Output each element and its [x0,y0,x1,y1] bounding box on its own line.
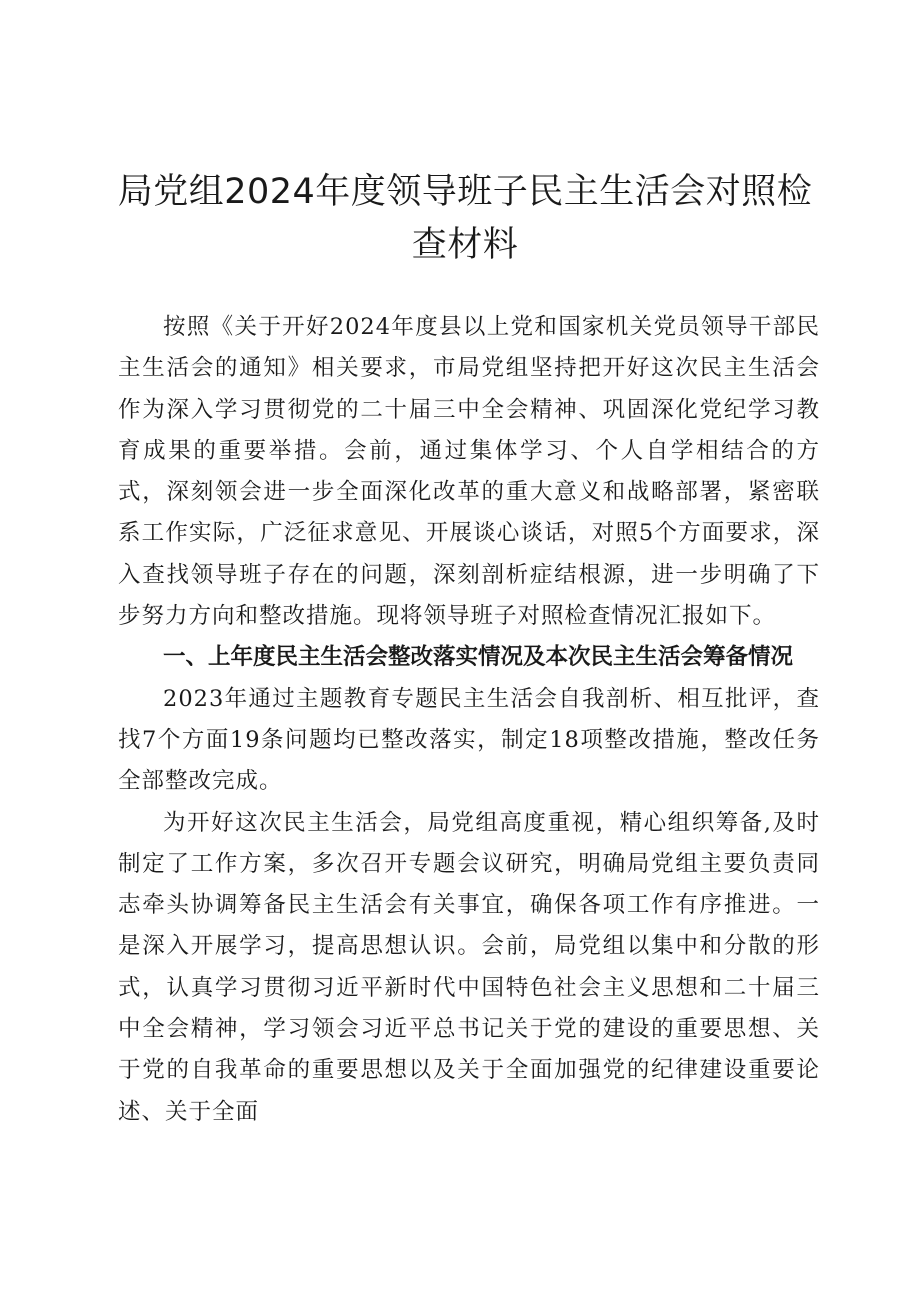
section-heading: 一、上年度民主生活会整改落实情况及本次民主生活会筹备情况 [163,644,794,671]
intro-paragraph: 按照《关于开好2024年度县以上党和国家机关党员领导干部民主生活会的通知》相关要求，市局党组坚持把开好这次民主生活会作为深入学习贯彻党的二十届三中全会精神、巩固深化党纪学习教育成果的重要举措。会前，通过集体学习、个人自学相结合的方式，深刻领会进一步全面深化改革的重大意义和战略部署，紧密联系工作实际，广泛征求意见、开展谈心谈话，对照5个方面要求，深入查找领导班子存在的问题，深刻剖析症结根源，进一步明确了下步努力方向和整改措施。现将领导班子对照检查情况汇报如下。 [118,314,820,630]
section-paragraph: 为开好这次民主生活会，局党组高度重视，精心组织筹备,及时制定了工作方案，多次召开专题会议研究，明确局党组主要负责同志牵头协调筹备民主生活会有关事宜，确保各项工作有序推进。一是深入开展学习，提高思想认识。会前，局党组以集中和分散的形式，认真学习贯彻习近平新时代中国特色社会主义思想和二十届三中全会精神，学习领会习近平总书记关于党的建设的重要思想、关于党的自我革命的重要思想以及关于全面加强党的纪律建设重要论述、关于全面 [118,809,820,1125]
document-title: 局党组2024年度领导班子民主生活会对照检查材料 [117,172,813,265]
section-paragraph: 2023年通过主题教育专题民主生活会自我剖析、相互批评，查找7个方面19条问题均已整改落实，制定18项整改措施，整改任务全部整改完成。 [118,685,820,795]
document-body [118,307,820,1133]
